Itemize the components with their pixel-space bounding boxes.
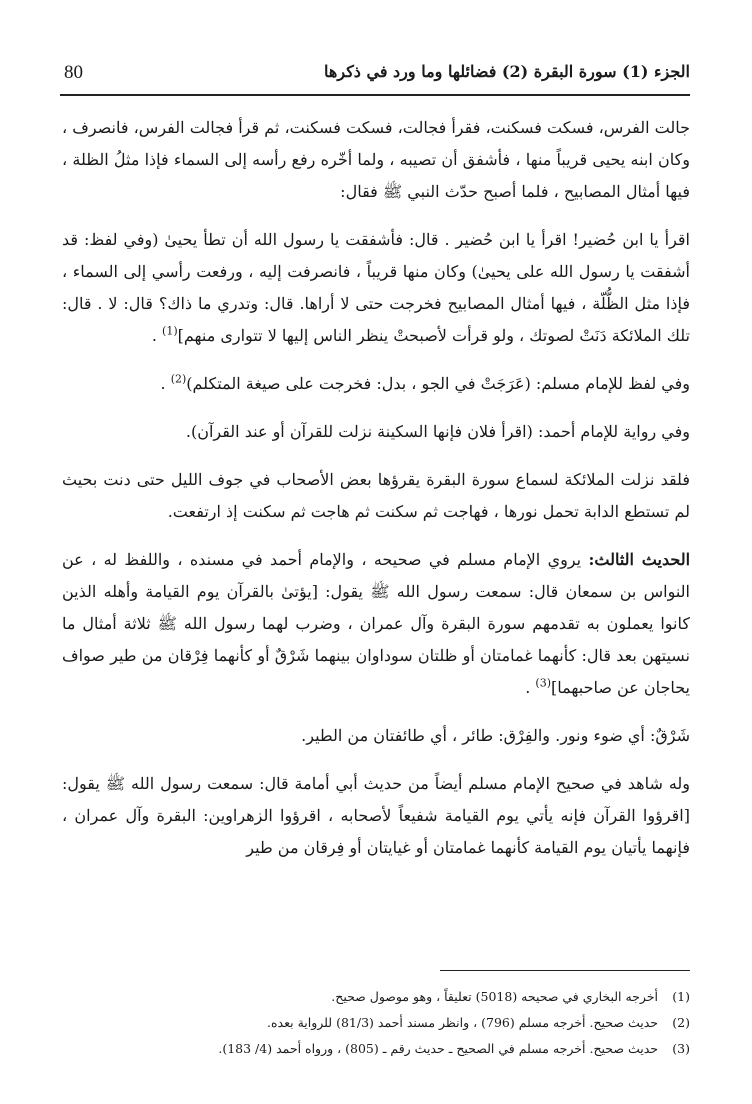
paragraph-4 [62,416,690,448]
page-header [60,60,690,96]
paragraph-text: جالت الفرس، فسكت فسكنت، فقرأ فجالت، فسكت فسكنت، ثم قرأ فجالت الفرس، فانصرف ، وكان ابنه يحيى قريباً منها ، فأشفق أن تصيبه ، ولما أخّره رفع رأسه إلى السماء فإذا مثلُ الظلة ، فيها أمثال المصابيح ، فلما أصبح حدّث النبي ﷺ فقال: [62,118,690,201]
footnote-divider [440,970,690,971]
paragraph-text: وفي لفظ للإمام مسلم: (عَرَجَتْ في الجو ، بدل: فخرجت على صيغة المتكلم) [186,374,690,393]
paragraph-text: وله شاهد في صحيح الإمام مسلم أيضاً من حديث أبي أمامة قال: سمعت رسول الله ﷺ يقول: [اقرؤوا القرآن فإنه يأتي يوم القيامة شفيعاً لأصحابه ، اقرؤوا الزهراوين: البقرة وآل عمران ، فإنهما يأتيان يوم القيامة كأنهما غمامتان أو غيايتان أو فِرقان من طير [62,774,690,857]
footnote-number: (1) [672,989,690,1004]
paragraph-text: شَرْقٌ: أي ضوء ونور. والفِرْق: طائر ، أي طائفتان من الطير. [301,726,690,745]
paragraph-3 [62,368,690,400]
paragraph-8 [62,768,690,864]
footnotes [62,984,690,1062]
running-title: الجزء (1) سورة البقرة (2) فضائلها وما ورد في ذكرها [324,62,690,81]
paragraph-text: وفي رواية للإمام أحمد: (اقرأ فلان فإنها السكينة نزلت للقرآن أو عند القرآن). [185,422,690,441]
paragraph-text: اقرأ يا ابن حُضير! اقرأ يا ابن حُضير . قال: فأشفقت يا رسول الله أن تطأ يحيىٰ (وفي لفظ: قد أشفقت يا رسول الله على يحيىٰ) وكان منها قريباً ، فانصرفت إليه ، ورفعت رأسي إلى السماء ، فإذا مثل الظُّلّة ، فيها أمثال المصابيح فخرجت حتى لا أراها. قال: وتدري ما ذاك؟ قال: لا . قال: تلك الملائكة دَنَتْ لصوتك ، ولو قرأت لأصبحتْ ينظر الناس إليها لا تتوارى منهم] [62,230,691,345]
paragraph-text: فلقد نزلت الملائكة لسماع سورة البقرة يقرؤها بعض الأصحاب في جوف الليل حتى دنت بحيث لم تستطع الدابة تحمل نورها ، فهاجت ثم سكنت ثم هاجت ثم سكنت إذ ارتفعت. [62,470,690,521]
footnote-text: أخرجه البخاري في صحيحه (5018) تعليقاً ، وهو موصول صحيح. [331,989,658,1004]
footnote-number: (3) [672,1041,690,1056]
footnote-1 [62,984,690,1010]
footnote-2 [62,1010,690,1036]
page-number: 80 [64,62,83,83]
footnote-3 [62,1036,690,1062]
section-lead: الحديث الثالث: [588,550,691,569]
paragraph-tail: . [151,326,163,345]
paragraph-7 [62,720,690,752]
paragraph-tail: . [160,374,171,393]
footnote-text: حديث صحيح. أخرجه مسلم (796) ، وانظر مسند أحمد (81/3) للرواية بعده. [267,1015,658,1030]
paragraph-text: يروي الإمام مسلم في صحيحه ، والإمام أحمد في مسنده ، واللفظ له ، عن النواس بن سمعان قال: سمعت رسول الله ﷺ يقول: [يؤتىٰ بالقرآن يوم القيامة وأهله الذين كانوا يعملون به تقدمهم سورة البقرة وآل عمران ، وضرب لهما رسول الله ﷺ ثلاثة أمثال ما نسيتهن بعد قال: كأنهما غمامتان أو ظلتان سوداوان بينهما شَرْقٌ أو كأنهما فِرْقان من طير صواف يحاجان عن صاحبهما] [62,550,690,697]
footnote-number: (2) [672,1015,690,1030]
paragraph-5 [62,464,690,528]
paragraph-1 [62,112,690,208]
footnote-reference[interactable]: (3) [535,676,551,690]
footnote-reference[interactable]: (2) [170,372,187,386]
footnote-reference[interactable]: (1) [162,324,178,338]
paragraph-2 [62,224,690,352]
footnote-text: حديث صحيح. أخرجه مسلم في الصحيح ـ حديث رقم ـ (805) ، ورواه أحمد (4/ 183). [218,1041,658,1056]
main-text [62,112,690,864]
paragraph-tail: . [525,678,536,697]
paragraph-6 [62,544,690,704]
